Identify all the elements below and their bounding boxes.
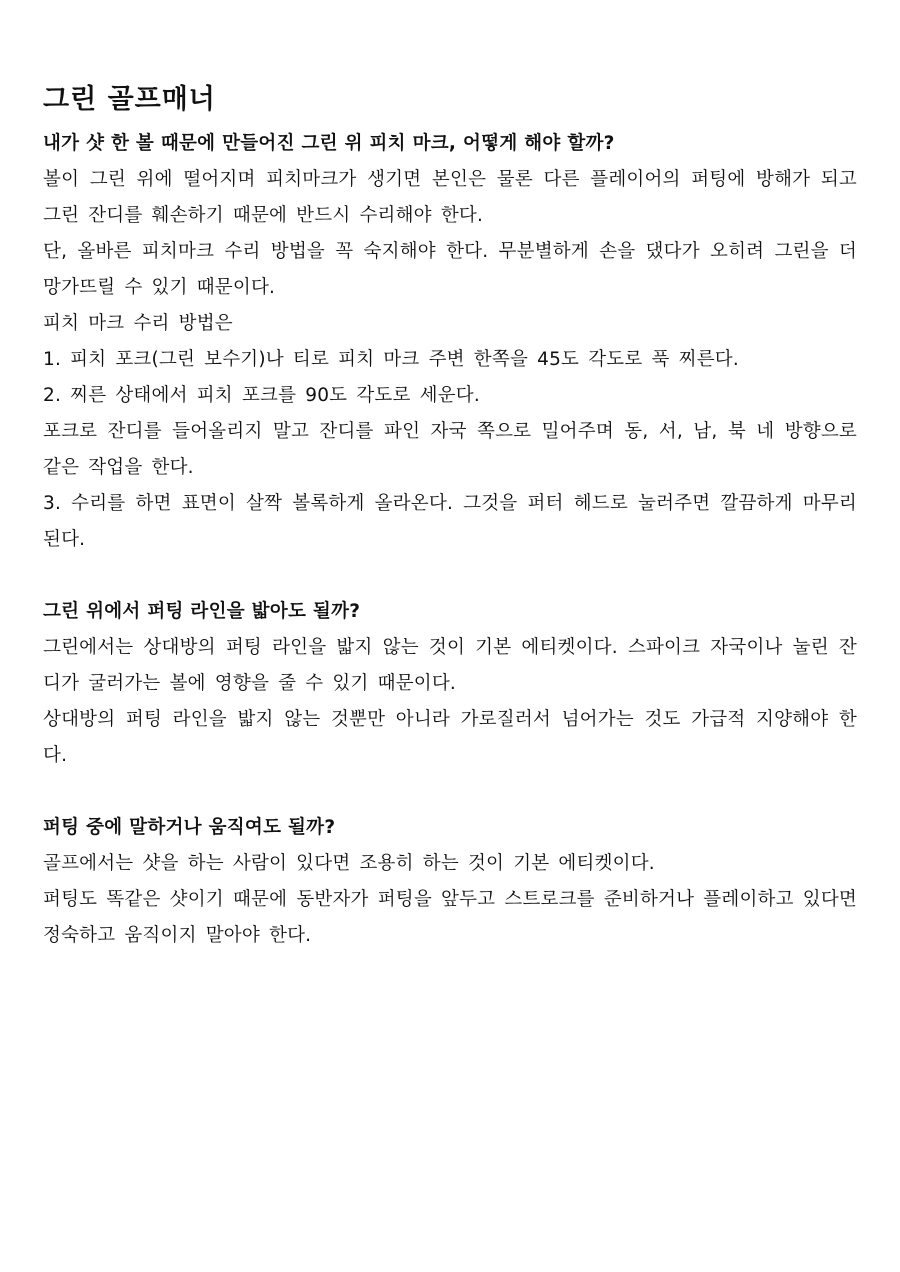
section-heading: 그린 위에서 퍼팅 라인을 밟아도 될까?: [43, 601, 361, 622]
page-title: 그린 골프매너: [43, 84, 216, 115]
list-item: 1. 피치 포크(그린 보수기)나 티로 피치 마크 주변 한쪽을 45도 각도로 푹 찌른다.: [43, 349, 739, 370]
paragraph: 골프에서는 샷을 하는 사람이 있다면 조용히 하는 것이 기본 에티켓이다.: [43, 853, 655, 874]
section-heading: 퍼팅 중에 말하거나 움직여도 될까?: [43, 817, 336, 838]
section-heading: 내가 샷 한 볼 때문에 만들어진 그린 위 피치 마크, 어떻게 해야 할까?: [43, 133, 615, 154]
list-item: 2. 찌른 상태에서 피치 포크를 90도 각도로 세운다.: [43, 385, 480, 406]
section-pitch-mark: [43, 126, 857, 558]
paragraph: 그린에서는 상대방의 퍼팅 라인을 밟지 않는 것이 기본 에티켓이다. 스파이크 자국이나 눌린 잔디가 굴러가는 볼에 영향을 줄 수 있기 때문이다.: [43, 637, 857, 694]
section-silence: [43, 810, 857, 954]
paragraph: 단, 올바른 피치마크 수리 방법을 꼭 숙지해야 한다. 무분별하게 손을 댔다가 오히려 그린을 더 망가뜨릴 수 있기 때문이다.: [43, 241, 857, 298]
list-item: 3. 수리를 하면 표면이 살짝 볼록하게 올라온다. 그것을 퍼터 헤드로 눌러주면 깔끔하게 마무리 된다.: [43, 493, 857, 550]
paragraph: 상대방의 퍼팅 라인을 밟지 않는 것뿐만 아니라 가로질러서 넘어가는 것도 가급적 지양해야 한다.: [43, 709, 857, 766]
section-putting-line: [43, 594, 857, 774]
paragraph: 퍼팅도 똑같은 샷이기 때문에 동반자가 퍼팅을 앞두고 스트로크를 준비하거나 플레이하고 있다면 정숙하고 움직이지 말아야 한다.: [43, 889, 857, 946]
paragraph: 피치 마크 수리 방법은: [43, 313, 233, 334]
paragraph: 포크로 잔디를 들어올리지 말고 잔디를 파인 자국 쪽으로 밀어주며 동, 서, 남, 북 네 방향으로 같은 작업을 한다.: [43, 421, 857, 478]
document-page: [43, 80, 857, 954]
paragraph: 볼이 그린 위에 떨어지며 피치마크가 생기면 본인은 물론 다른 플레이어의 퍼팅에 방해가 되고 그린 잔디를 훼손하기 때문에 반드시 수리해야 한다.: [43, 169, 857, 226]
